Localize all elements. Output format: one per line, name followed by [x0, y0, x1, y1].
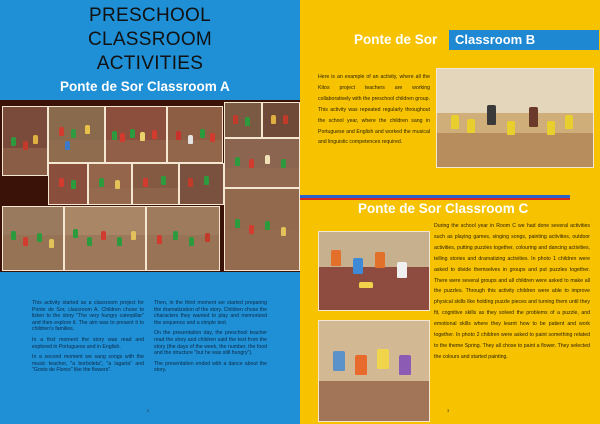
- photo: [105, 106, 167, 163]
- photo: [262, 102, 300, 138]
- page-number: 2: [147, 408, 150, 413]
- paragraph: Then, in the third moment we started preparing the dramatization of the story. Children chose the characters they wanted to play and memorized the sequence and a simple text.: [154, 300, 267, 326]
- photo: [146, 206, 220, 271]
- page-title: [64, 4, 236, 76]
- title-line-1: PRESCHOOL: [88, 5, 211, 26]
- paragraph: In a first moment the story was read and explored in Portuguese and in English.: [32, 336, 144, 350]
- classroom-a-heading: Ponte de Sor Classroom A: [60, 79, 230, 94]
- classroom-b-photo: [436, 68, 594, 168]
- divider-red: [300, 198, 570, 200]
- photo: [2, 206, 64, 271]
- paragraph: In a second moment we sang songs with the music teacher, "a borboleta", "a lagarta" and "Gosto de Flores" like the flowers".: [32, 354, 144, 374]
- title-line-2: CLASSROOM: [87, 29, 213, 50]
- paragraph: This activity started as a classroom project for Ponte de Sor, classroom A. Children chose to listen to the story "The very hungry caterpillar" and then explore it. The aim was to present it to children's families.: [32, 300, 144, 333]
- photo: [2, 106, 48, 176]
- classroom-c-text: During the school year in Room C we had done several activities such as playing games, singing songs, painting activities, outdoor activities, putting puzzles together, colouring and dancing activities, telling stories and dramatizing activities. In photo 1 children were asked to divide themselves in groups and put puzzles together. There were several groups and all children were asked to make all the puzzles. Through this activity children were able to improve physical skills like holding puzzle pieces and turning them until they fit, cognitive skills as they solved the problems of a puzzle, and emotional skills where they learnt how to be patient and work together. In photo 2 children were asked to paint something related to the theme Spring. They all chose to paint a flower. They selected the colours and started painting.: [434, 223, 590, 360]
- paragraph: The presentation ended with a dance about the story.: [154, 360, 267, 374]
- photo: [88, 163, 132, 205]
- photo-collage: [0, 100, 300, 272]
- classroom-a-text-col1: [32, 300, 144, 378]
- photo: [179, 163, 224, 205]
- photo: [48, 163, 88, 205]
- classroom-b-heading-left: Ponte de Sor: [354, 32, 438, 47]
- photo: [132, 163, 179, 205]
- photo: [48, 106, 105, 163]
- classroom-c-photo-2: [318, 320, 430, 422]
- classroom-c-heading: Ponte de Sor Classroom C: [358, 201, 529, 216]
- classroom-a-text-col2: [154, 300, 267, 378]
- paragraph: On the presentation day, the preschool teacher read the story and children said the text from the story (the days of the week, the number, the food and the structure "but he was still hungry").: [154, 330, 267, 357]
- photo: [224, 188, 300, 271]
- page-number: 3: [447, 408, 450, 413]
- photo: [167, 106, 223, 163]
- classroom-b-banner: Classroom B: [449, 30, 599, 50]
- classroom-b-text: Here is an example of an activity, where all the Kitos project teachers are working collaboratively with the preschool children group. This activity was repeated regularly throughout the school year, where the children sang in Portuguese and English and worked the musical and linguistic competences required.: [318, 74, 430, 146]
- photo: [224, 102, 262, 138]
- photo: [64, 206, 146, 271]
- photo: [224, 138, 300, 188]
- title-line-3: ACTIVITIES: [96, 53, 204, 74]
- classroom-c-photo-1: [318, 231, 430, 311]
